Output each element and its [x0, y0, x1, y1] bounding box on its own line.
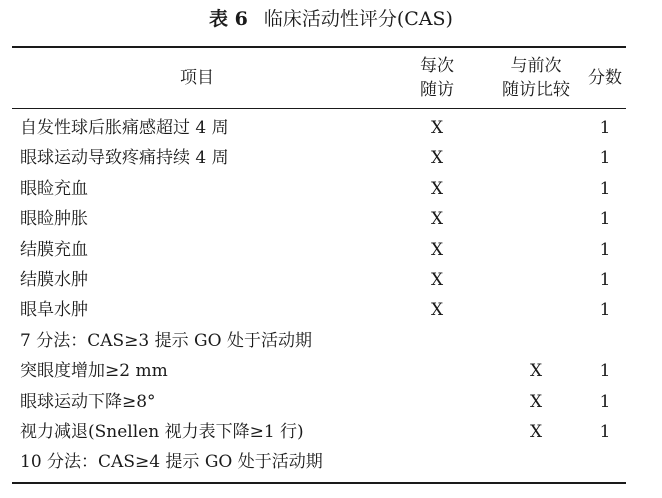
row-each-visit-mark: X	[430, 178, 444, 199]
row-score: 1	[599, 209, 611, 230]
row-item-name: 眼球运动导致疼痛持续 4 周	[20, 148, 229, 169]
row-score: 1	[599, 269, 611, 290]
table-bottom-rule	[12, 482, 626, 484]
row-item-name: 眼球运动下降≥8°	[20, 391, 156, 412]
row-score: 1	[599, 361, 611, 382]
header-compare-previous: 与前次 随访比较	[502, 56, 570, 100]
row-each-visit-mark: X	[430, 148, 444, 169]
row-score: 1	[599, 178, 611, 199]
table-note-row	[12, 447, 626, 477]
table-row	[12, 356, 626, 386]
row-item-name: 眼睑肿胀	[20, 209, 88, 230]
table-row	[12, 295, 626, 325]
row-score: 1	[599, 239, 611, 260]
row-item-name: 突眼度增加≥2 mm	[20, 361, 168, 382]
row-each-visit-mark: X	[430, 300, 444, 321]
row-each-visit-mark: X	[430, 209, 444, 230]
row-each-visit-mark: X	[430, 239, 444, 260]
row-item-name: 视力减退(Snellen 视力表下降≥1 行)	[20, 421, 304, 442]
row-item-name: 眼阜水肿	[20, 300, 88, 321]
row-compare-mark: X	[529, 421, 543, 442]
row-item-name: 结膜水肿	[20, 269, 88, 290]
table-row	[12, 265, 626, 295]
table-title: 临床活动性评分(CAS)	[263, 8, 453, 30]
cas-table	[12, 46, 626, 484]
table-body	[12, 109, 626, 482]
row-score: 1	[599, 300, 611, 321]
table-row	[12, 417, 626, 447]
table-header	[12, 48, 626, 108]
row-score: 1	[599, 391, 611, 412]
table-row	[12, 143, 626, 173]
row-compare-mark: X	[529, 361, 543, 382]
scoring-note: 7 分法：CAS≥3 提示 GO 处于活动期	[20, 330, 312, 351]
header-item: 项目	[180, 68, 214, 88]
row-score: 1	[599, 118, 611, 138]
row-each-visit-mark: X	[430, 269, 444, 290]
row-each-visit-mark: X	[430, 118, 444, 138]
table-number: 表 6	[209, 8, 248, 30]
header-each-visit: 每次 随访	[420, 56, 454, 100]
table-caption	[0, 4, 662, 34]
table-row	[12, 113, 626, 143]
header-score: 分数	[588, 68, 622, 88]
table-row	[12, 235, 626, 265]
row-compare-mark: X	[529, 391, 543, 412]
table-row	[12, 174, 626, 204]
row-item-name: 结膜充血	[20, 239, 88, 260]
scoring-note: 10 分法：CAS≥4 提示 GO 处于活动期	[20, 452, 323, 473]
row-item-name: 眼睑充血	[20, 178, 88, 199]
table-note-row	[12, 326, 626, 356]
table-row	[12, 387, 626, 417]
row-item-name: 自发性球后胀痛感超过 4 周	[20, 118, 229, 138]
row-score: 1	[599, 421, 611, 442]
row-score: 1	[599, 148, 611, 169]
table-row	[12, 204, 626, 234]
